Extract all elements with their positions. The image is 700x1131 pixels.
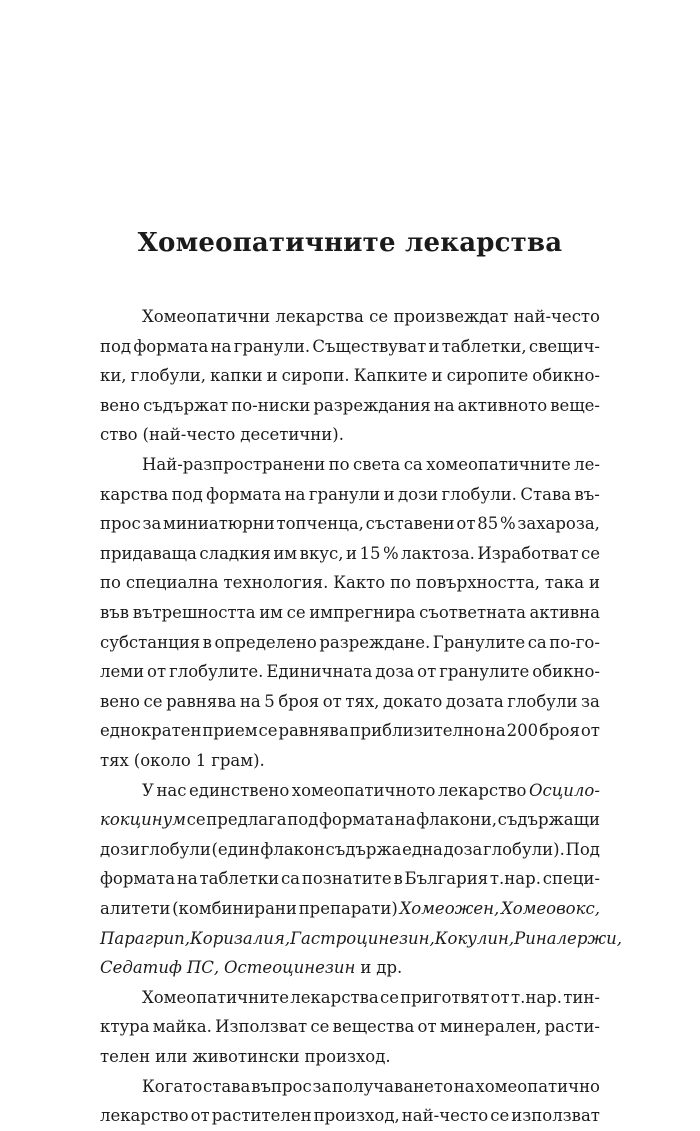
word: за <box>142 514 162 534</box>
word: (най-често <box>142 425 236 445</box>
word: се <box>286 603 306 622</box>
word: Единичната <box>266 662 373 682</box>
word: познатите <box>301 869 392 889</box>
word: глобули <box>140 839 211 859</box>
word: % <box>382 543 399 563</box>
text-line <box>100 509 600 539</box>
word: се <box>580 543 600 563</box>
word: Когато <box>142 1076 203 1096</box>
word: глобулите. <box>169 662 264 682</box>
word: равнява <box>278 721 349 741</box>
word: от <box>456 514 476 534</box>
word: телен <box>100 1047 151 1066</box>
text-line <box>100 864 600 894</box>
word: кокцинум <box>100 810 186 830</box>
text-line <box>100 924 623 954</box>
word: глобули). <box>482 839 565 859</box>
text-line <box>100 480 600 510</box>
word: броя <box>539 721 580 741</box>
word: доза <box>375 662 415 682</box>
word: У <box>142 780 154 800</box>
word: нас <box>156 780 187 800</box>
word: 200 <box>506 721 539 741</box>
word: (един <box>211 839 260 859</box>
word: от <box>417 662 437 682</box>
text-line <box>100 420 600 450</box>
word: са <box>280 869 301 889</box>
word: на <box>176 869 198 889</box>
word: така <box>544 573 585 593</box>
word: в <box>393 869 403 889</box>
word: Гранулите <box>432 632 526 652</box>
word: най-често <box>401 1106 489 1126</box>
word: грам). <box>211 751 265 770</box>
word: хомеопатичните <box>426 455 571 474</box>
word: докато <box>382 691 443 711</box>
word: от <box>190 1106 210 1126</box>
word: гранули. <box>233 336 311 356</box>
word: използват <box>511 1106 600 1126</box>
word: активна <box>529 603 600 622</box>
word: на <box>484 721 506 741</box>
word: по <box>328 455 350 474</box>
word: лактоза. <box>401 543 475 563</box>
word: или <box>155 1047 188 1066</box>
word: сиропи. <box>281 366 350 386</box>
word: т.нар. <box>489 869 541 889</box>
word: леми <box>100 662 145 682</box>
word: десетични). <box>240 425 344 445</box>
word: съдържащи <box>497 810 600 830</box>
text-line <box>142 1072 600 1102</box>
word: лекарство <box>437 780 527 800</box>
word: вещества <box>332 1017 415 1037</box>
word: Кокулин, <box>434 928 515 948</box>
word: ПС, <box>186 958 220 978</box>
word: по <box>100 573 121 593</box>
word: капки <box>210 366 263 386</box>
text-line <box>100 657 600 687</box>
word: обикно- <box>532 662 600 682</box>
word: вено <box>100 395 140 415</box>
word: Коризалия, <box>190 928 291 948</box>
word: от <box>322 691 342 711</box>
word: придаваща <box>100 543 197 563</box>
word: 15 <box>359 543 381 563</box>
word: на <box>284 484 306 504</box>
word: и <box>588 573 600 593</box>
word: формата <box>100 869 176 889</box>
word: импрегнира <box>309 603 416 622</box>
word: лекарство <box>100 1106 189 1126</box>
word: на <box>394 810 416 830</box>
word: дози <box>100 839 141 859</box>
word: броя <box>278 691 320 711</box>
word: вкус, <box>299 543 344 563</box>
word: специ- <box>542 869 600 889</box>
word: Хомеопатичните <box>142 987 289 1007</box>
word: от <box>417 1017 437 1037</box>
word: активното <box>457 395 548 415</box>
word: съответната <box>419 603 526 622</box>
word: ство <box>100 425 138 445</box>
word: от <box>580 721 600 741</box>
word: таблетки <box>199 869 280 889</box>
text-line <box>100 598 600 628</box>
word: Изработват <box>477 543 579 563</box>
text-line <box>100 894 600 924</box>
word: на <box>453 1076 475 1096</box>
word: глобули, <box>130 366 207 386</box>
word: предлага <box>206 810 287 830</box>
word: приготвят <box>400 987 490 1007</box>
word: се <box>258 721 278 741</box>
word: Става <box>520 484 572 504</box>
word: вътрешността <box>132 603 256 622</box>
word: за <box>312 1076 332 1096</box>
word: получаването <box>332 1076 453 1096</box>
word: повърхността, <box>415 573 541 593</box>
word: приблизително <box>349 721 484 741</box>
word: флакони, <box>416 810 497 830</box>
word: и <box>383 484 395 504</box>
word: свещич- <box>528 336 600 356</box>
text-line <box>142 776 600 806</box>
word: сладкия <box>199 543 271 563</box>
word: се <box>186 810 206 830</box>
word: става <box>203 1076 251 1096</box>
word: за <box>581 691 600 711</box>
word: дозата <box>445 691 504 711</box>
word: обикно- <box>532 366 600 386</box>
word: (комбинирани <box>172 899 297 918</box>
text-line <box>100 568 600 598</box>
word: определено <box>214 632 317 652</box>
word: 5 <box>264 691 275 711</box>
word: Най-разпространени <box>142 455 326 474</box>
word: флакон <box>260 839 325 859</box>
word: Парагрип, <box>100 928 191 948</box>
text-line <box>100 391 600 421</box>
word: под <box>100 336 132 356</box>
word: една <box>402 839 443 859</box>
word: глобули. <box>441 484 517 504</box>
word: веще- <box>550 395 600 415</box>
text-line <box>100 539 600 569</box>
word: Риналержи, <box>514 928 623 948</box>
word: Хомеопатични <box>142 307 271 326</box>
page-title: Хомеопатичните лекарства <box>137 228 563 258</box>
word: по <box>390 573 412 593</box>
word: Хомеовокс, <box>501 899 600 918</box>
word: специална <box>125 573 219 593</box>
word: глобули <box>507 691 578 711</box>
text-line <box>100 716 600 746</box>
word: произход, <box>313 1106 400 1126</box>
word: % <box>499 514 516 534</box>
word: в <box>202 632 212 652</box>
word: произход. <box>304 1047 391 1066</box>
word: под <box>171 484 203 504</box>
word: прием <box>202 721 258 741</box>
word: тях, <box>345 691 380 711</box>
word: най-често <box>513 307 600 326</box>
word: животински <box>192 1047 300 1066</box>
word: им <box>259 603 284 622</box>
word: лекарства <box>290 987 379 1007</box>
word: и <box>428 336 440 356</box>
text-line <box>100 835 600 865</box>
word: произвеждат <box>393 307 509 326</box>
word: на <box>239 691 261 711</box>
text-line <box>142 450 600 480</box>
word: се <box>310 1017 330 1037</box>
word: разреждане. <box>319 632 431 652</box>
text-line <box>100 628 600 658</box>
word: прос <box>100 514 141 534</box>
text-line <box>100 953 600 983</box>
word: съставени <box>365 514 455 534</box>
word: Остеоцинезин <box>224 958 356 978</box>
word: света <box>353 455 401 474</box>
word: се <box>143 691 163 711</box>
word: Съществуват <box>312 336 427 356</box>
word: миниатюрни <box>163 514 275 534</box>
word: под <box>287 810 319 830</box>
word: и <box>360 958 372 978</box>
word: лекарства <box>275 307 364 326</box>
word: Гастроцинезин, <box>290 928 435 948</box>
word: препарати) <box>298 899 398 918</box>
word: ки, <box>100 366 127 386</box>
word: от <box>490 987 510 1007</box>
word: субстанция <box>100 632 201 652</box>
word: расти- <box>544 1017 600 1037</box>
word: гранули <box>308 484 381 504</box>
word: ктура <box>100 1017 150 1037</box>
word: единствено <box>189 780 290 800</box>
word: карства <box>100 484 169 504</box>
word: са <box>527 632 547 652</box>
word: вено <box>100 691 140 711</box>
text-line <box>100 805 600 835</box>
word: хомеопатичното <box>291 780 436 800</box>
word: от <box>147 662 167 682</box>
word: технология. <box>223 573 329 593</box>
word: еднократен <box>100 721 202 741</box>
text-line <box>100 1012 600 1042</box>
word: Както <box>333 573 386 593</box>
word: Седатиф <box>100 958 182 978</box>
word: растителен <box>211 1106 312 1126</box>
word: др. <box>376 958 403 978</box>
word: гранулите <box>439 662 530 682</box>
word: по-ниски <box>231 395 311 415</box>
word: тин- <box>563 987 600 1007</box>
word: на <box>433 395 455 415</box>
word: формата <box>206 484 282 504</box>
word: майка. <box>152 1017 212 1037</box>
word: по-го- <box>549 632 600 652</box>
word: 85 <box>477 514 499 534</box>
word: алитети <box>100 899 171 918</box>
word: равнява <box>166 691 237 711</box>
word: топченца, <box>276 514 364 534</box>
word: дози <box>397 484 439 504</box>
word: ле- <box>574 455 600 474</box>
word: България <box>404 869 489 889</box>
word: Под <box>565 839 600 859</box>
word: се <box>369 307 389 326</box>
word: се <box>490 1106 510 1126</box>
text-line <box>100 332 600 362</box>
word: им <box>273 543 298 563</box>
word: съдържа <box>325 839 402 859</box>
word: минерален, <box>439 1017 542 1037</box>
word: и <box>431 366 443 386</box>
word: и <box>345 543 357 563</box>
word: на <box>210 336 232 356</box>
text-line <box>100 1042 600 1072</box>
word: и <box>266 366 278 386</box>
word: таблетки, <box>441 336 527 356</box>
word: захароза, <box>517 514 600 534</box>
word: се <box>379 987 399 1007</box>
text-line <box>142 983 600 1013</box>
text-line <box>100 746 600 776</box>
word: доза <box>443 839 483 859</box>
word: съдържат <box>143 395 229 415</box>
word: са <box>403 455 423 474</box>
word: Осцило- <box>529 780 600 800</box>
word: Използват <box>215 1017 308 1037</box>
word: сиропите <box>446 366 529 386</box>
text-line <box>100 361 600 391</box>
word: разреждания <box>313 395 431 415</box>
word: формата <box>319 810 395 830</box>
word: т.нар. <box>510 987 562 1007</box>
word: 1 <box>195 751 207 770</box>
text-line <box>100 687 600 717</box>
word: въпрос <box>251 1076 312 1096</box>
text-line <box>100 1101 600 1131</box>
word: въ- <box>574 484 600 504</box>
text-line <box>142 302 600 332</box>
word: формата <box>133 336 209 356</box>
word: тях <box>100 751 129 770</box>
word: във <box>100 603 130 622</box>
word: хомеопатично <box>475 1076 600 1096</box>
word: (около <box>133 751 191 770</box>
word: Хомеожен, <box>399 899 500 918</box>
word: Капките <box>353 366 428 386</box>
